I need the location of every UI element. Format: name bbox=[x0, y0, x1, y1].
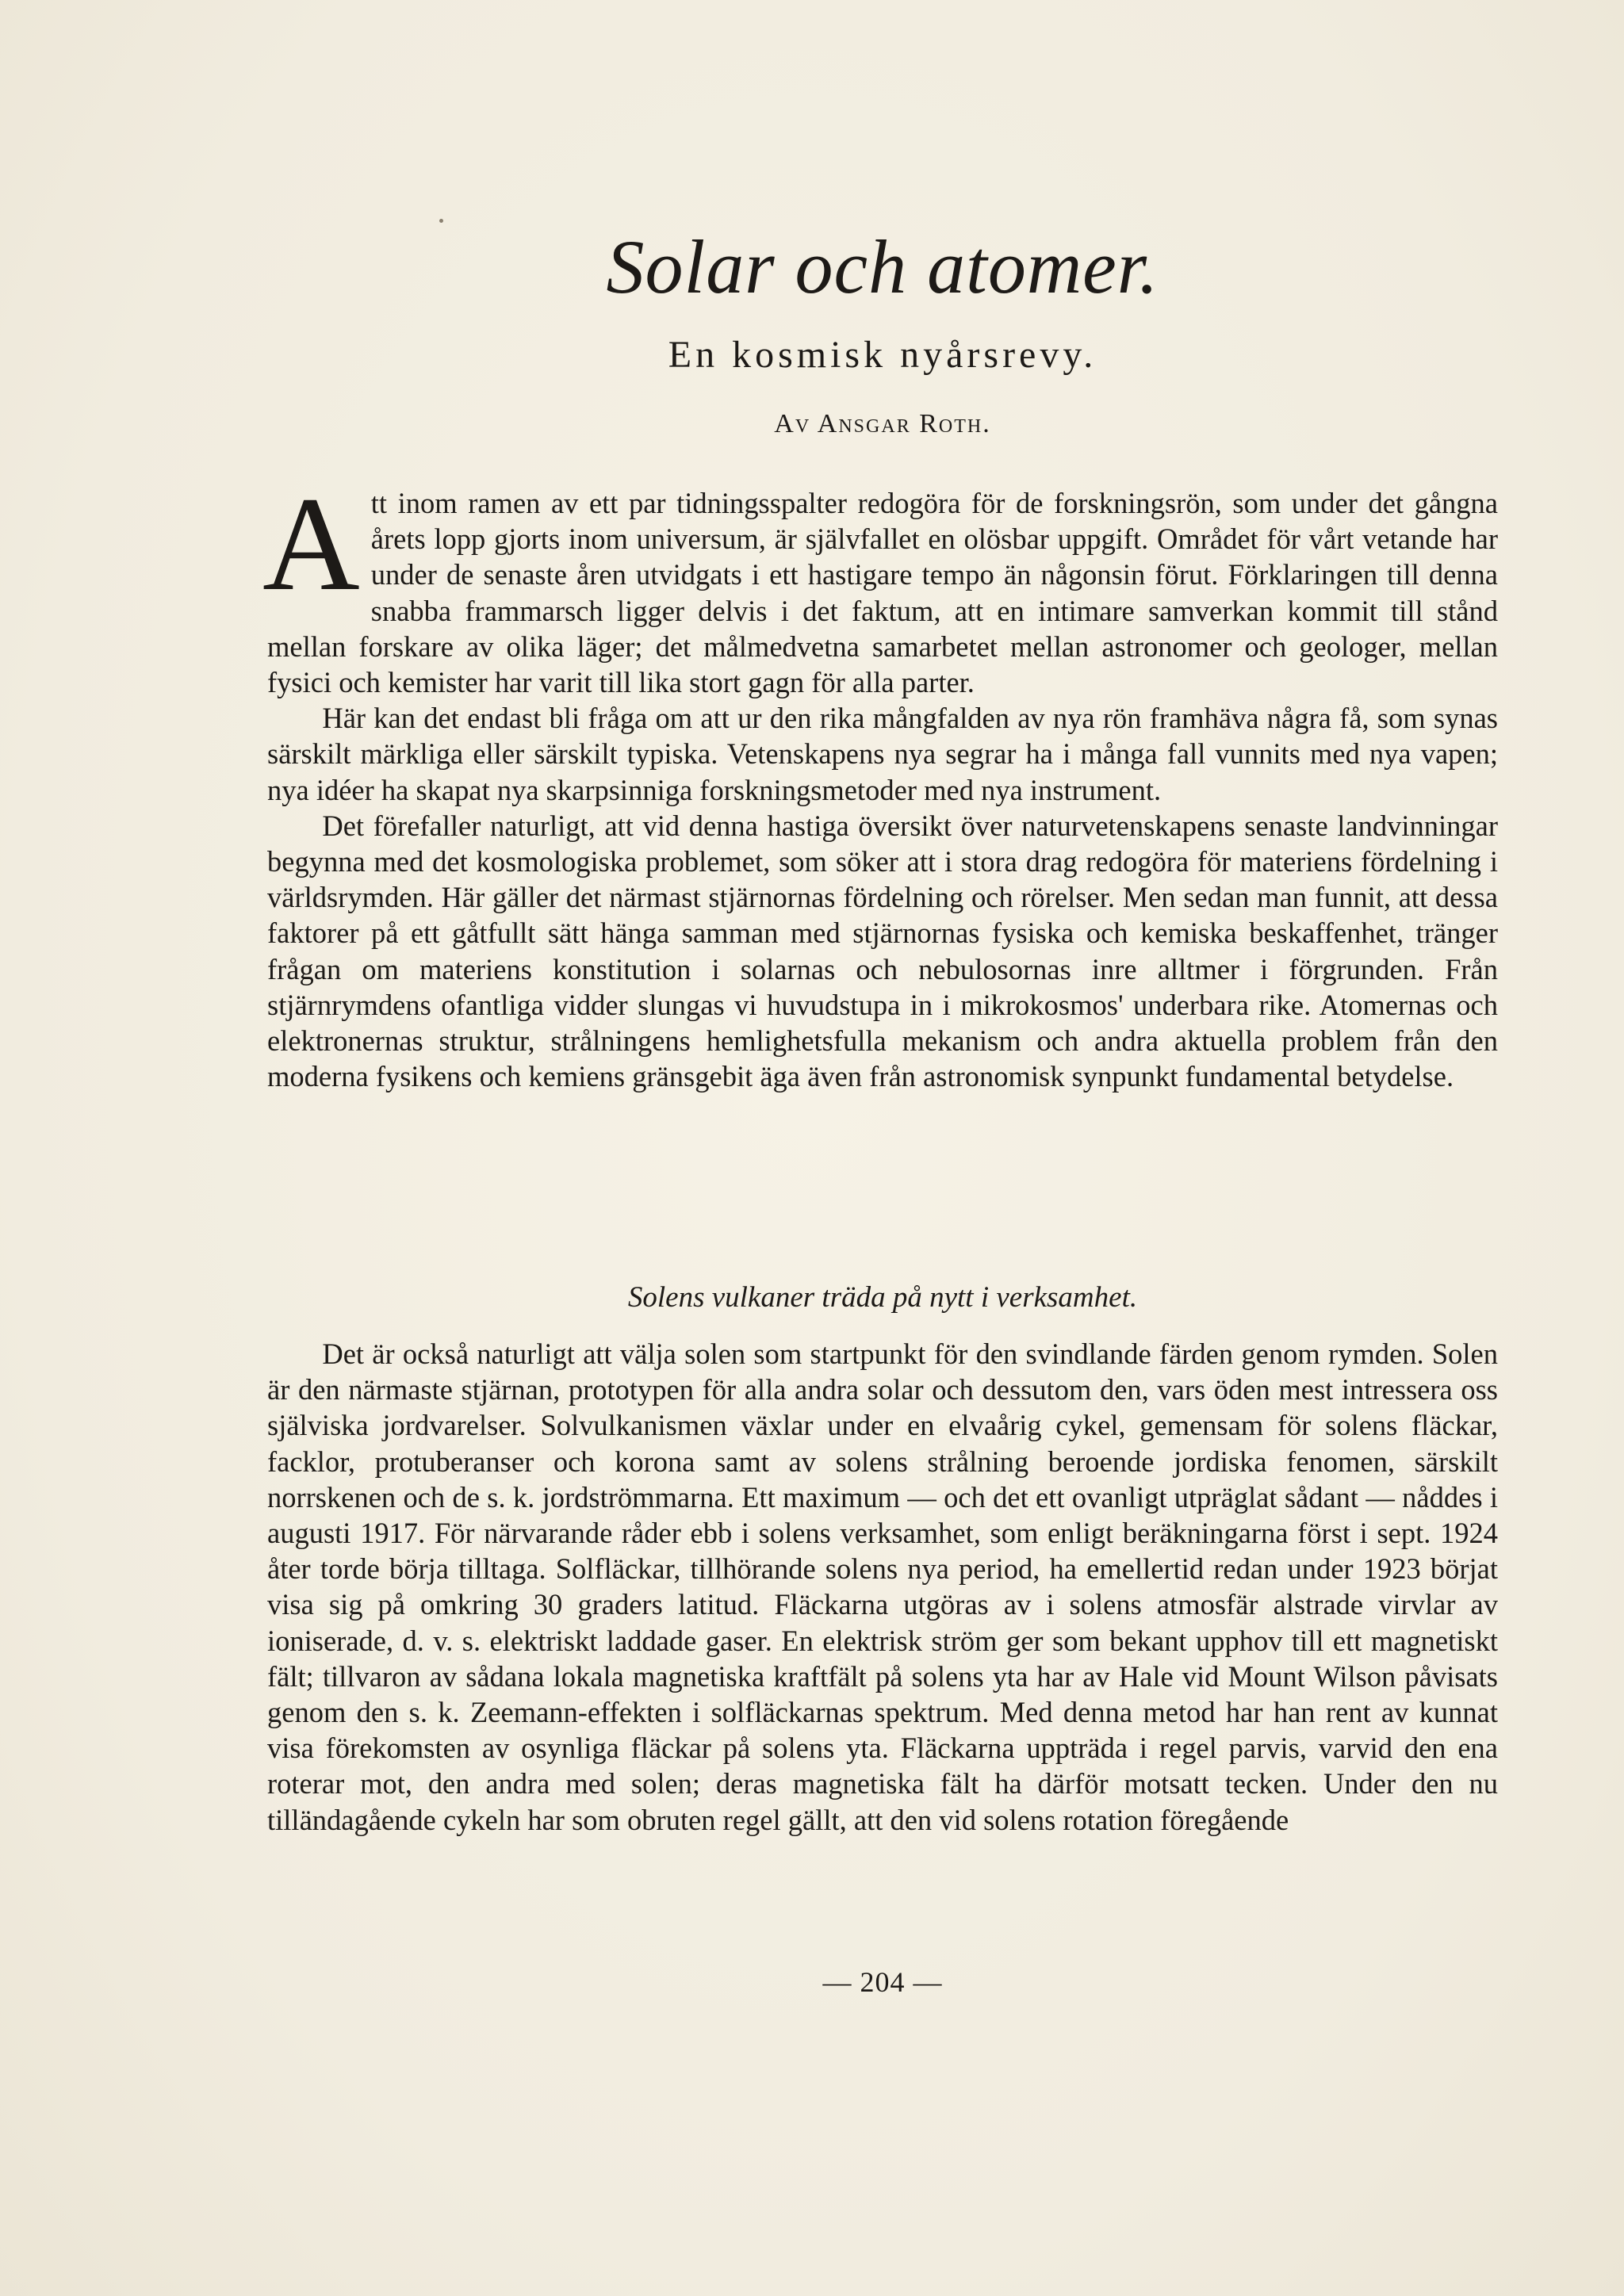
article-subtitle: En kosmisk nyårsrevy. bbox=[668, 334, 1097, 376]
article-author: Av Ansgar Roth. bbox=[774, 409, 991, 438]
section-heading: Solens vulkaner träda på nytt i verksamhet. bbox=[627, 1281, 1138, 1314]
paragraph-text: tt inom ramen av ett par tidningsspalter redogöra för de forskningsrön, som under det gångna årets lopp gjorts inom universum, är självfallet en olösbar uppgift. Området för vårt vetande har under de senaste åren utvidgats i ett hastigare tempo än någonsin förut. Förklaringen till denna snabba frammarsch ligger delvis i det faktum, att en intimare samverkan kommit till stånd mellan forskare av olika läger; det målmedvetna samarbetet mellan astronomer och geologer, mellan fysici och kemister har varit till lika stort gagn för alla parter. bbox=[267, 487, 1498, 699]
paper-speck bbox=[439, 219, 443, 223]
paragraph: Det förefaller naturligt, att vid denna hastiga översikt över naturvetenskapens senaste landvinningar begynna med det kosmologiska problemet, som söker att i stora drag redogöra för materiens fördelning i världsrymden. Här gäller det närmast stjärnornas fördelning och rörelser. Men sedan man funnit, att dessa faktorer på ett gåtfullt sätt hänga samman med stjärnornas fysiska och kemiska beskaffenhet, tränger frågan om materiens konstitution i solarnas och nebulosornas inre alltmer i förgrunden. Från stjärnrymdens ofantliga vidder slungas vi huvudstupa in i mikrokosmos' underbara rike. Atomernas och elektronernas struktur, strålningens hemlighetsfulla mekanism och andra aktuella problem från den moderna fysikens och kemiens gränsgebit äga även från astronomisk synpunkt fundamental betydelse. bbox=[267, 809, 1498, 1093]
paragraph: Det är också naturligt att välja solen som startpunkt för den svindlande färden genom rymden. Solen är den närmaste stjärnan, prototypen för alla andra solar och dessutom den, vars öden mest intressera oss själviska jordvarelser. Solvulkanismen växlar under en elvaårig cykel, gemensam för solens fläckar, facklor, protuberanser och korona samt av solens strålning beroende jordiska fenomen, särskilt norrskenen och de s. k. jordströmmarna. Ett maximum — och det ett ovanligt utpräglat sådant — nåddes i augusti 1917. För närvarande råder ebb i solens verksamhet, som enligt beräkningarna först i sept. 1924 åter torde börja tilltaga. Solfläckar, tillhörande solens nya period, ha emellertid redan under 1923 börjat visa sig på omkring 30 graders latitud. Fläckarna utgöras av i solens atmosfär alstrade virvlar av ioniserade, d. v. s. elektriskt laddade gaser. En elektrisk ström ger som bekant upphov till ett magnetiskt fält; tillvaron av sådana lokala magnetiska kraftfält på solens yta har av Hale vid Mount Wilson påvisats genom den s. k. Zeemann-effekten i solfläckarnas spektrum. Med denna metod har han rent av kunnat visa förekomsten av osynliga fläckar på solens yta. Fläckarna uppträda i regel parvis, varvid den ena roterar mot, den andra med solen; deras magnetiska fält ha därför motsatt tecken. Under den nu tilländagående cykeln har som obruten regel gällt, att den vid solens rotation föregående bbox=[267, 1337, 1498, 1836]
paragraph bbox=[262, 469, 1498, 700]
section-body bbox=[267, 1336, 1498, 1838]
intro-body bbox=[262, 469, 1498, 1094]
article-title: Solar och atomer. bbox=[606, 224, 1159, 309]
drop-cap: A bbox=[262, 469, 360, 618]
paragraph: Här kan det endast bli fråga om att ur den rika mångfalden av nya rön framhäva några få, som synas särskilt märkliga eller särskilt typiska. Vetenskapens nya segrar ha i många fall vunnits med nya vapen; nya idéer ha skapat nya skarpsinniga forskningsmetoder med nya instrument. bbox=[267, 702, 1498, 806]
page-number: — 204 — bbox=[822, 1966, 943, 1998]
